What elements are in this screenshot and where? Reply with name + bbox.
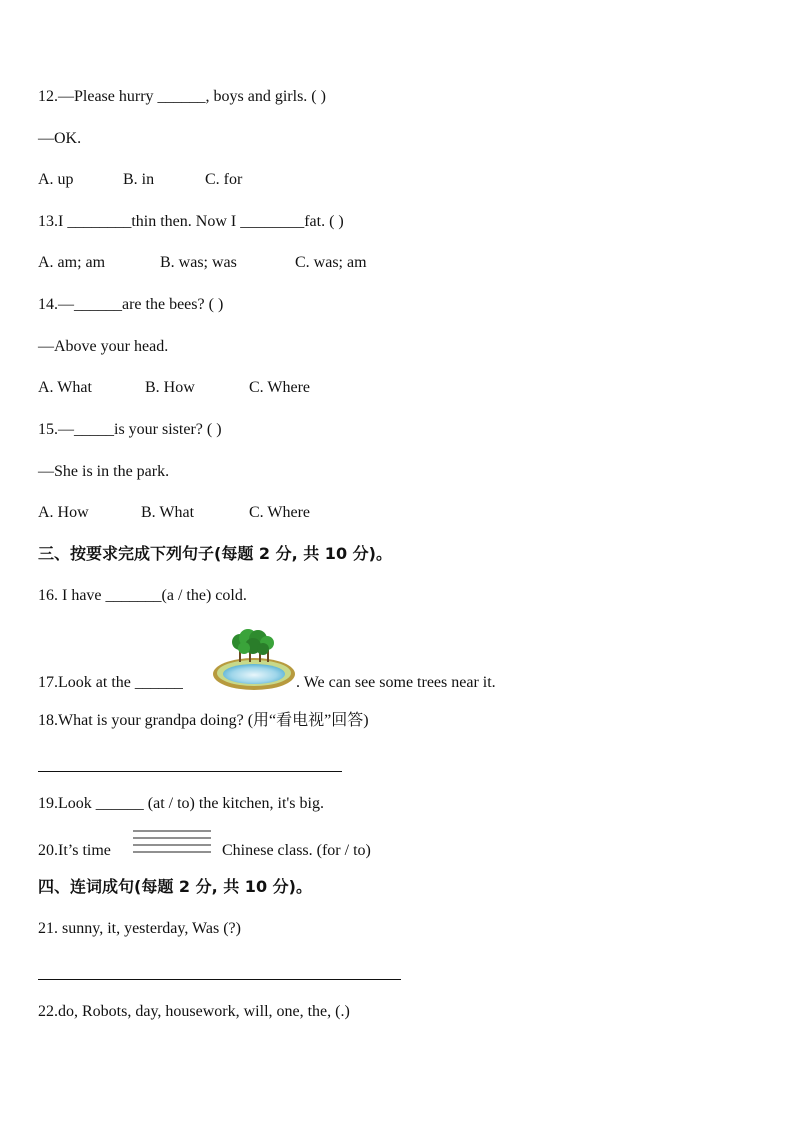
q14-reply: —Above your head. [38,338,169,355]
q13-options [38,253,367,273]
q13-option-c[interactable]: C. was; am [295,254,367,271]
q15-option-b[interactable]: B. What [141,504,195,521]
q17-text-after: . We can see some trees near it. [296,674,496,691]
q13-option-b[interactable]: B. was; was [160,254,237,271]
q13-stem: 13.I ________thin then. Now I ________fat. ( ) [38,213,344,230]
q12-stem: 12.—Please hurry ______, boys and girls. ( ) [38,88,326,105]
q14-option-a[interactable]: A. What [38,379,92,396]
q12-options [38,170,242,190]
q12-option-a[interactable]: A. up [38,171,74,188]
q14-stem: 14.—______are the bees? ( ) [38,296,224,313]
q16-text: 16. I have _______(a / the) cold. [38,587,247,604]
q15-option-a[interactable]: A. How [38,504,89,521]
q22-text: 22.do, Robots, day, housework, will, one, the, (.) [38,1003,350,1020]
q14-options [38,378,310,398]
q14-option-c[interactable]: C. Where [249,379,311,396]
q18-answer-line[interactable] [38,771,342,772]
q20-text-before: 20.It’s time [38,842,111,859]
q19-text: 19.Look ______ (at / to) the kitchen, it's big. [38,795,324,812]
section4-heading: 四、连词成句(每题 2 分, 共 10 分)。 [38,877,312,896]
q15-reply: —She is in the park. [38,463,170,480]
q15-option-c[interactable]: C. Where [249,504,311,521]
pond-with-trees-icon [212,628,296,692]
q12-option-b[interactable]: B. in [123,171,155,188]
q18-text: 18.What is your grandpa doing? (用“看电视”回答) [38,712,369,729]
q20-text-after: Chinese class. (for / to) [222,842,371,859]
section3-heading: 三、按要求完成下列句子(每题 2 分, 共 10 分)。 [38,544,392,563]
q12-reply: —OK. [38,130,82,147]
q21-answer-line[interactable] [38,979,401,980]
q15-options [38,503,310,523]
blank-lines-icon[interactable] [131,827,213,857]
q15-stem: 15.—_____is your sister? ( ) [38,421,222,438]
q21-text: 21. sunny, it, yesterday, Was (?) [38,920,241,937]
q17-text-before: 17.Look at the ______ [38,674,183,691]
q13-option-a[interactable]: A. am; am [38,254,106,271]
q14-option-b[interactable]: B. How [145,379,195,396]
q12-option-c[interactable]: C. for [205,171,243,188]
